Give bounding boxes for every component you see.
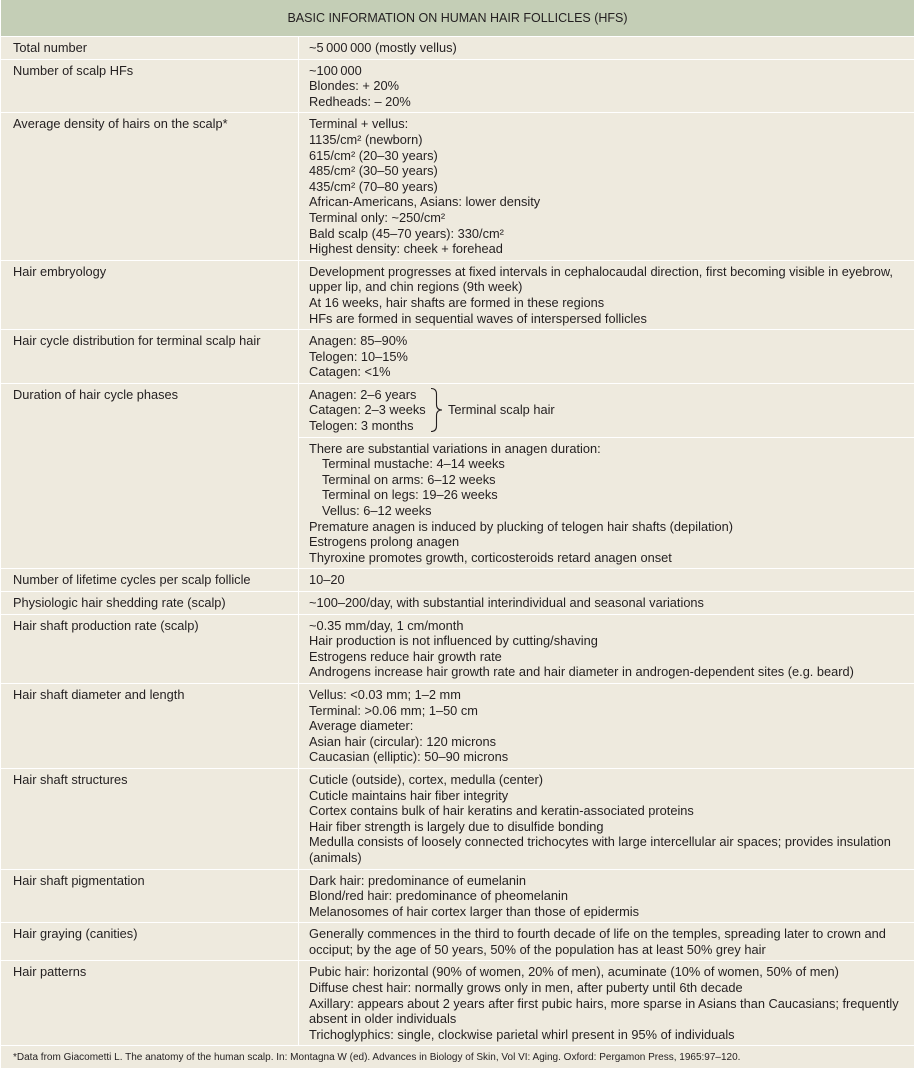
value-line: Telogen: 3 months bbox=[309, 418, 414, 434]
value-line: Pubic hair: horizontal (90% of women, 20% of men), acuminate (10% of women, 50% of men) bbox=[309, 964, 839, 980]
value-line: Hair fiber strength is largely due to disulfide bonding bbox=[309, 818, 604, 834]
value-line: At 16 weeks, hair shafts are formed in these regions bbox=[309, 294, 605, 310]
value-line: Blondes: + 20% bbox=[309, 78, 399, 94]
footnote: *Data from Giacometti L. The anatomy of the human scalp. In: Montagna W (ed). Advances in Biology of Skin, Vol VI: Aging. Oxford: Pergamon Press, 1965:97–120. bbox=[1, 1046, 914, 1069]
footnote-row bbox=[1, 1046, 914, 1069]
row-value bbox=[299, 869, 914, 923]
curly-brace-icon bbox=[429, 387, 443, 433]
value-line: absent in older individuals bbox=[309, 1011, 457, 1027]
row-value bbox=[299, 961, 914, 1046]
row-value-variations bbox=[299, 437, 914, 569]
value-line: Androgens increase hair growth rate and hair diameter in androgen-dependent sites (e.g. beard) bbox=[309, 664, 854, 680]
value-line: Terminal + vellus: bbox=[309, 116, 409, 132]
row-label: Number of scalp HFs bbox=[1, 59, 299, 113]
row-value bbox=[299, 614, 914, 683]
value-line: Estrogens prolong anagen bbox=[309, 534, 460, 550]
row-value bbox=[299, 923, 914, 961]
row-value bbox=[299, 113, 914, 260]
value-line: Hair production is not influenced by cutting/shaving bbox=[309, 633, 598, 649]
row-total-number bbox=[1, 37, 914, 60]
row-label: Hair shaft production rate (scalp) bbox=[1, 614, 299, 683]
row-hair-patterns bbox=[1, 961, 914, 1046]
value-line: Catagen: 2–3 weeks bbox=[309, 402, 426, 418]
row-value bbox=[299, 768, 914, 869]
value-line: African-Americans, Asians: lower density bbox=[309, 194, 541, 210]
row-shaft-structures bbox=[1, 768, 914, 869]
row-label: Total number bbox=[1, 37, 299, 60]
value-line: upper lip, and chin regions (9th week) bbox=[309, 279, 523, 295]
value-line: Trichoglyphics: single, clockwise parietal whirl present in 95% of individuals bbox=[309, 1026, 735, 1042]
value-line: Telogen: 10–15% bbox=[309, 348, 408, 364]
value-line: Development progresses at fixed intervals in cephalocaudal direction, first becoming visible in eyebrow, bbox=[309, 263, 893, 279]
value-line: Terminal: >0.06 mm; 1–50 cm bbox=[309, 702, 478, 718]
value-line-indented: Terminal on arms: 6–12 weeks bbox=[322, 471, 496, 487]
value-line: HFs are formed in sequential waves of interspersed follicles bbox=[309, 310, 647, 326]
row-hair-cycle-distribution bbox=[1, 330, 914, 384]
row-label: Hair shaft structures bbox=[1, 768, 299, 869]
value-line: Medulla consists of loosely connected trichocytes with large intercellular air spaces; provides insulation bbox=[309, 834, 891, 850]
row-value bbox=[299, 59, 914, 113]
row-production-rate bbox=[1, 614, 914, 683]
value-line: Catagen: <1% bbox=[309, 364, 391, 380]
row-average-density bbox=[1, 113, 914, 260]
row-duration-of-hair-cycle-phases bbox=[1, 383, 914, 437]
value-line: ~100–200/day, with substantial interindividual and seasonal variations bbox=[309, 595, 704, 610]
row-value bbox=[299, 569, 914, 592]
row-value bbox=[299, 260, 914, 329]
row-number-of-scalp-hfs bbox=[1, 59, 914, 113]
row-label: Number of lifetime cycles per scalp follicle bbox=[1, 569, 299, 592]
value-line: Highest density: cheek + forehead bbox=[309, 241, 503, 257]
row-value bbox=[299, 330, 914, 384]
value-line: There are substantial variations in anagen duration: bbox=[309, 440, 601, 456]
value-line: Vellus: <0.03 mm; 1–2 mm bbox=[309, 686, 461, 702]
value-line: Premature anagen is induced by plucking of telogen hair shafts (depilation) bbox=[309, 518, 733, 534]
row-hair-graying bbox=[1, 923, 914, 961]
row-pigmentation bbox=[1, 869, 914, 923]
table-header-row bbox=[1, 0, 914, 37]
value-line: Generally commences in the third to fourth decade of life on the temples, spreading later to crown and bbox=[309, 926, 886, 942]
row-hair-embryology bbox=[1, 260, 914, 329]
row-lifetime-cycles bbox=[1, 569, 914, 592]
row-label: Hair shaft diameter and length bbox=[1, 683, 299, 768]
value-line-indented: Terminal mustache: 4–14 weeks bbox=[322, 456, 505, 472]
row-label: Hair patterns bbox=[1, 961, 299, 1046]
table-title: BASIC INFORMATION ON HUMAN HAIR FOLLICLES (HFS) bbox=[1, 0, 914, 37]
value-line: 615/cm² (20–30 years) bbox=[309, 147, 438, 163]
value-line: Estrogens reduce hair growth rate bbox=[309, 648, 502, 664]
value-line: 10–20 bbox=[309, 572, 345, 588]
value-line: Bald scalp (45–70 years): 330/cm² bbox=[309, 225, 504, 241]
value-line-indented: Terminal on legs: 19–26 weeks bbox=[322, 487, 498, 503]
brace-note: Terminal scalp hair bbox=[448, 402, 555, 418]
row-label: Hair graying (canities) bbox=[1, 923, 299, 961]
value-line: Terminal only: ~250/cm² bbox=[309, 209, 446, 225]
row-value-phases bbox=[299, 383, 914, 437]
value-line: Cuticle maintains hair fiber integrity bbox=[309, 787, 509, 803]
value-line: Redheads: – 20% bbox=[309, 93, 411, 109]
value-line: Dark hair: predominance of eumelanin bbox=[309, 872, 526, 888]
row-label: Hair embryology bbox=[1, 260, 299, 329]
row-label: Physiologic hair shedding rate (scalp) bbox=[1, 592, 299, 615]
value-line: Anagen: 85–90% bbox=[309, 333, 408, 349]
row-label: Duration of hair cycle phases bbox=[1, 383, 299, 569]
value-line: ~100 000 bbox=[309, 62, 362, 78]
value-line: Thyroxine promotes growth, corticosteroids retard anagen onset bbox=[309, 549, 672, 565]
value-line: Anagen: 2–6 years bbox=[309, 386, 417, 402]
value-line-indented: Vellus: 6–12 weeks bbox=[322, 503, 432, 519]
value-line: ~0.35 mm/day, 1 cm/month bbox=[309, 617, 464, 633]
value-line: Asian hair (circular): 120 microns bbox=[309, 733, 497, 749]
row-shedding-rate bbox=[1, 592, 914, 615]
row-value bbox=[299, 683, 914, 768]
value-line: Average diameter: bbox=[309, 718, 414, 734]
value-line: 435/cm² (70–80 years) bbox=[309, 178, 438, 194]
value-line: occiput; by the age of 50 years, 50% of the population has at least 50% grey hair bbox=[309, 941, 766, 957]
row-label: Hair shaft pigmentation bbox=[1, 869, 299, 923]
value-line: Axillary: appears about 2 years after first pubic hairs, more sparse in Asians than Caucasians; frequently bbox=[309, 995, 899, 1011]
value-line: 485/cm² (30–50 years) bbox=[309, 163, 438, 179]
value-line: Melanosomes of hair cortex larger than those of epidermis bbox=[309, 903, 640, 919]
value-line: ~5 000 000 (mostly vellus) bbox=[309, 40, 457, 55]
row-value bbox=[299, 37, 914, 60]
row-value bbox=[299, 592, 914, 615]
row-label: Average density of hairs on the scalp* bbox=[1, 113, 299, 260]
value-line: Blond/red hair: predominance of pheomelanin bbox=[309, 888, 568, 904]
phase-list bbox=[309, 387, 427, 434]
value-line: Caucasian (elliptic): 50–90 microns bbox=[309, 749, 509, 765]
row-diameter-and-length bbox=[1, 683, 914, 768]
value-line: Diffuse chest hair: normally grows only in men, after puberty until 6th decade bbox=[309, 980, 743, 996]
value-line: Cortex contains bulk of hair keratins and keratin-associated proteins bbox=[309, 803, 694, 819]
value-line: (animals) bbox=[309, 849, 362, 865]
value-line: 1135/cm² (newborn) bbox=[309, 131, 423, 147]
braced-phase-group bbox=[309, 387, 908, 434]
value-line: Cuticle (outside), cortex, medulla (center) bbox=[309, 771, 543, 787]
row-label: Hair cycle distribution for terminal scalp hair bbox=[1, 330, 299, 384]
